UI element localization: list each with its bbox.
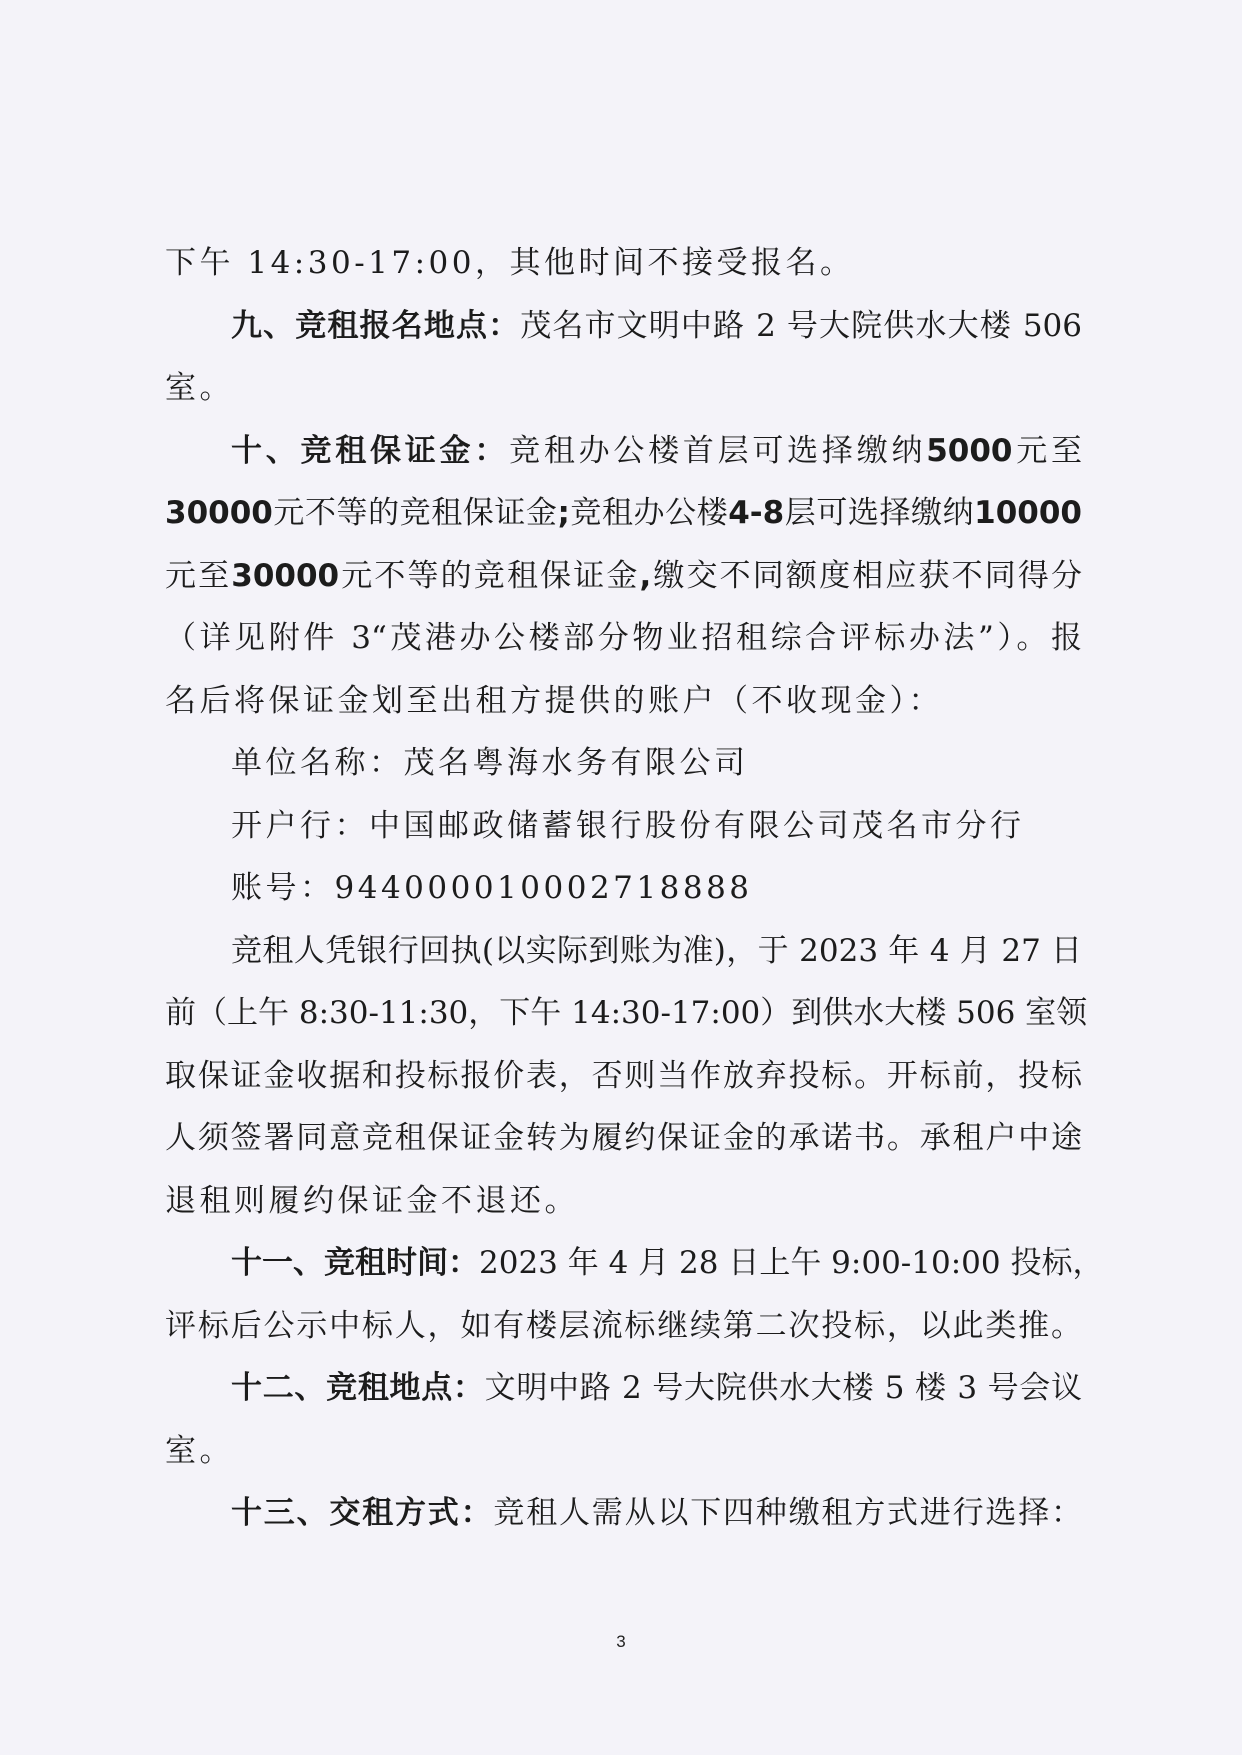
section-9-registration-location [165,295,1082,358]
text-segment: 层可选择缴纳 [784,495,975,531]
amount: 30000 [165,495,273,531]
section-13-payment-method [165,1482,1082,1545]
section-text: 竞租办公楼首层可选择缴纳 [509,432,927,469]
amount: 5000 [926,432,1013,469]
section-heading: 九、竞租报名地点： [231,307,521,344]
punctuation: , [639,557,652,594]
text-line: 名后将保证金划至出租方提供的账户（不收现金）： [165,682,943,719]
text-line [165,545,1082,608]
section-heading: 十一、竞租时间： [231,1245,479,1281]
text-segment: 缴交不同额度相应获不同得分 [651,557,1083,594]
section-text: 2023 年 4 月 28 日上午 9:00-10:00 投标， [479,1245,1104,1281]
text-line [165,482,1082,545]
account-bank: 开户行：中国邮政储蓄银行股份有限公司茂名市分行 [231,807,1025,844]
section-text: 元至 [1012,432,1083,469]
text-segment: 元不等的竞租保证金 [272,495,558,531]
account-number: 账号：944000010002718888 [231,870,753,906]
section-10-deposit [165,420,1082,483]
text-line: 室。 [165,1432,234,1469]
account-name: 单位名称：茂名粤海水务有限公司 [231,745,749,781]
text-line: 竞租人凭银行回执(以实际到账为准)，于 2023 年 4 月 27 日 [231,932,1082,969]
text-line: 室。 [165,370,234,406]
amount: 10000 [974,495,1083,531]
text-line: 取保证金收据和投标报价表，否则当作放弃投标。开标前，投标 [165,1057,1082,1094]
section-text: 文明中路 2 号大院供水大楼 5 楼 3 号会议 [484,1370,1083,1406]
document-body [165,232,1104,1545]
section-heading: 十、竞租保证金： [231,432,510,469]
text-segment: 元不等的竞租保证金 [339,557,640,594]
text-segment: 竞租办公楼 [569,495,729,531]
text-segment: 元至 [165,557,232,594]
text-line: （详见附件 3“茂港办公楼部分物业招租综合评标办法”）。报 [165,620,1082,656]
text-line: 人须签署同意竞租保证金转为履约保证金的承诺书。承租户中途 [165,1120,1082,1156]
amount: 30000 [231,557,340,594]
section-12-bidding-location [165,1357,1082,1420]
section-heading: 十三、交租方式： [231,1495,494,1531]
section-11-bidding-time [165,1232,1104,1295]
text-line: 前（上午 8:30-11:30，下午 14:30-17:00）到供水大楼 506 室领 [165,995,1088,1031]
floor-range: 4-8 [728,495,785,531]
text-line: 下午 14:30-17:00，其他时间不接受报名。 [165,245,855,281]
page-number: 3 [616,1632,626,1651]
section-text: 茂名市文明中路 2 号大院供水大楼 506 [520,307,1083,344]
section-heading: 十二、竞租地点： [231,1370,485,1406]
text-line: 退租则履约保证金不退还。 [165,1182,579,1219]
section-text: 竞租人需从以下四种缴租方式进行选择： [493,1495,1083,1531]
punctuation: ; [557,495,570,531]
text-line: 评标后公示中标人，如有楼层流标继续第二次投标，以此类推。 [165,1307,1082,1344]
